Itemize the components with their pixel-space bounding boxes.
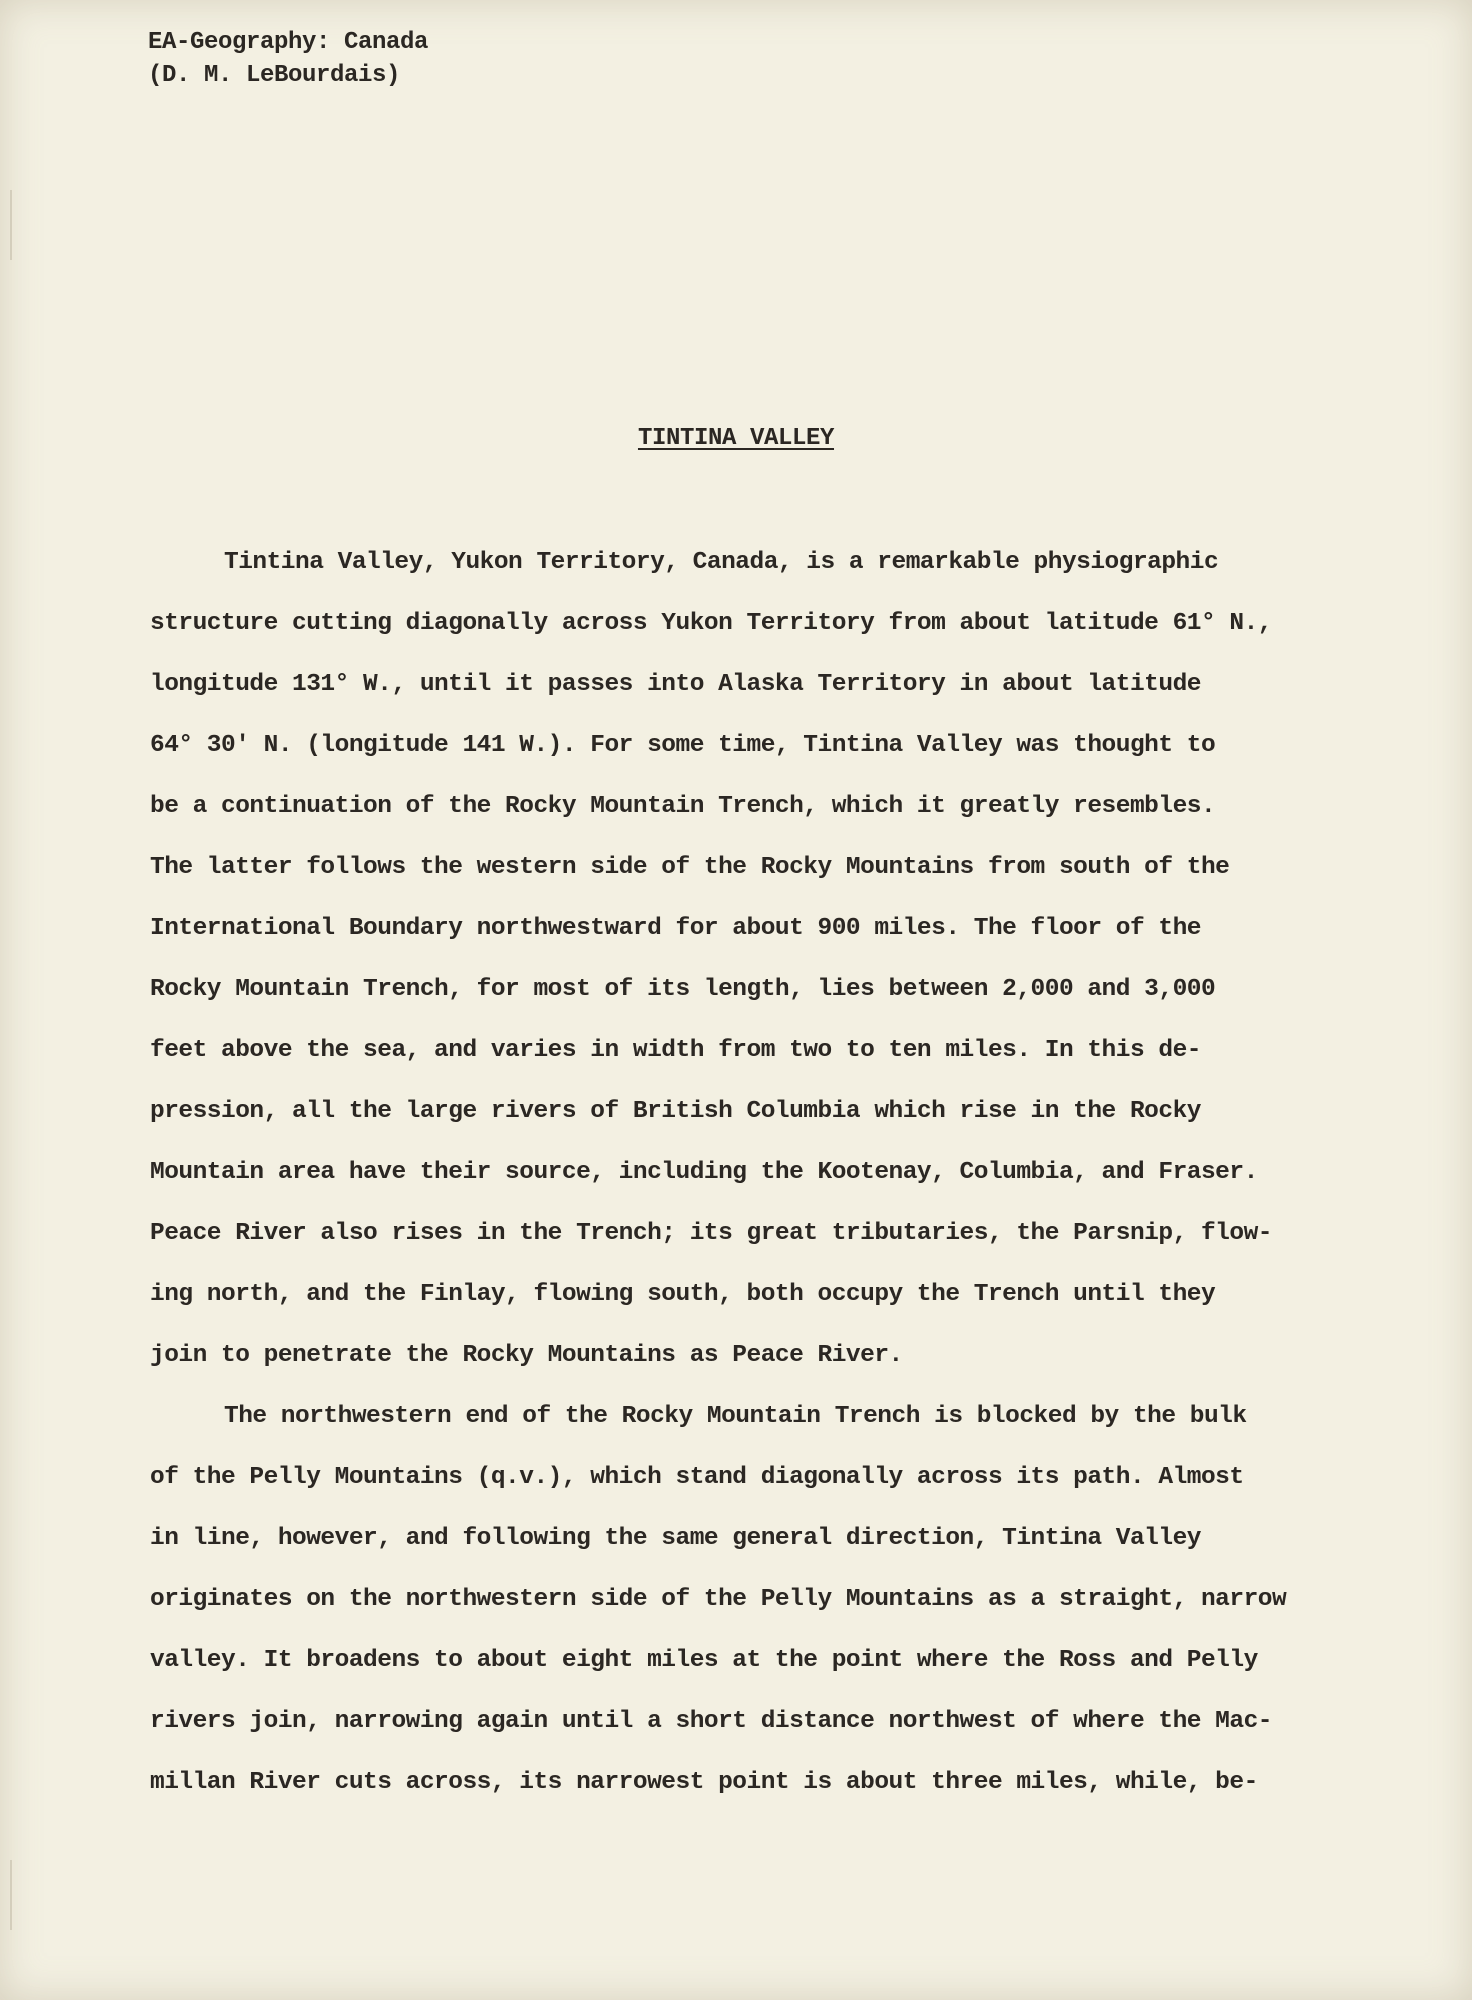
text-line: structure cutting diagonally across Yukon Territory from about latitude 61° N., <box>150 610 1272 637</box>
document-header <box>148 26 428 92</box>
text-line: rivers join, narrowing again until a short distance northwest of where the Mac- <box>150 1708 1272 1735</box>
text-line: join to penetrate the Rocky Mountains as Peace River. <box>150 1342 903 1369</box>
text-line: Tintina Valley, Yukon Territory, Canada, is a remarkable physiographic <box>224 549 1219 576</box>
text-line: feet above the sea, and varies in width from two to ten miles. In this de- <box>150 1037 1201 1064</box>
text-line: Rocky Mountain Trench, for most of its length, lies between 2,000 and 3,000 <box>150 976 1216 1003</box>
text-line: be a continuation of the Rocky Mountain Trench, which it greatly resembles. <box>150 793 1216 820</box>
text-line: 64° 30' N. (longitude 141 W.). For some time, Tintina Valley was thought to <box>150 732 1216 759</box>
hole-punch-mark <box>10 190 22 260</box>
text-line: pression, all the large rivers of British Columbia which rise in the Rocky <box>150 1098 1201 1125</box>
text-line: ing north, and the Finlay, flowing south, both occupy the Trench until they <box>150 1281 1216 1308</box>
document-title: TINTINA VALLEY <box>637 425 835 452</box>
text-line: valley. It broadens to about eight miles at the point where the Ross and Pelly <box>150 1647 1258 1674</box>
text-line: The northwestern end of the Rocky Mountain Trench is blocked by the bulk <box>224 1403 1247 1430</box>
text-line: millan River cuts across, its narrowest point is about three miles, while, be- <box>150 1769 1258 1796</box>
text-line: International Boundary northwestward for about 900 miles. The floor of the <box>150 915 1201 942</box>
text-line: longitude 131° W., until it passes into Alaska Territory in about latitude <box>150 671 1201 698</box>
header-subject: EA-Geography: Canada <box>148 29 429 56</box>
text-line: of the Pelly Mountains (q.v.), which stand diagonally across its path. Almost <box>150 1464 1244 1491</box>
text-line: Mountain area have their source, including the Kootenay, Columbia, and Fraser. <box>150 1159 1258 1186</box>
hole-punch-mark <box>10 1860 22 1930</box>
text-line: Peace River also rises in the Trench; its great tributaries, the Parsnip, flow- <box>150 1220 1272 1247</box>
document-body <box>150 548 1380 1829</box>
header-author: (D. M. LeBourdais) <box>148 62 401 89</box>
text-line: originates on the northwestern side of the Pelly Mountains as a straight, narrow <box>150 1586 1287 1613</box>
text-line: in line, however, and following the same general direction, Tintina Valley <box>150 1525 1201 1552</box>
text-line: The latter follows the western side of the Rocky Mountains from south of the <box>150 854 1230 881</box>
